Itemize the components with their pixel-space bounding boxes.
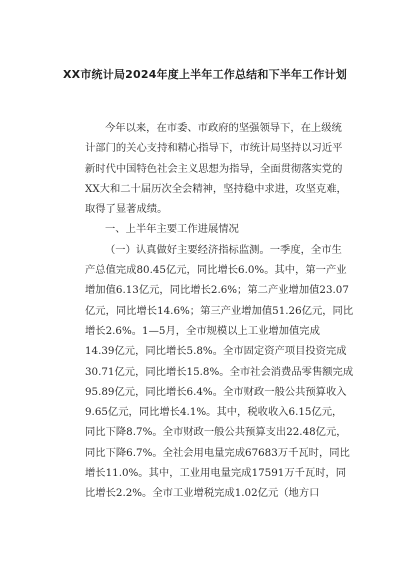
- paragraph-line: 取得了显著成绩。: [85, 203, 168, 216]
- section-heading: 一、上半年主要工作进展情况: [105, 223, 239, 236]
- paragraph-line: 计部门的关心支持和精心指导下，市统计局坚持以习近平: [85, 142, 343, 155]
- paragraph-line: 比增长2.2%。全市工业增税完成1.02亿元（地方口: [85, 487, 320, 500]
- document-title: XX市统计局2024年度上半年工作总结和下半年工作计划: [63, 68, 347, 81]
- paragraph-line: 增加值6.13亿元，同比增长2.6%；第二产业增加值23.07: [85, 284, 349, 297]
- paragraph-line: 新时代中国特色社会主义思想为指导，全面贯彻落实党的: [85, 162, 343, 175]
- paragraph-line: 产总值完成80.45亿元，同比增长6.0%。其中，第一产业: [85, 264, 347, 277]
- paragraph-line: 增长11.0%。其中，工业用电量完成17591万千瓦时，同: [85, 467, 347, 480]
- paragraph-line: XX大和二十届历次全会精神，坚持稳中求进，攻坚克难，: [85, 182, 347, 195]
- paragraph-line: 95.89亿元，同比增长6.4%。全市财政一般公共预算收入: [85, 385, 347, 398]
- paragraph-line: 9.65亿元，同比增长4.1%。其中，税收收入6.15亿元，: [85, 406, 343, 419]
- paragraph-line: 亿元，同比增长14.6%；第三产业增加值51.26亿元，同比: [85, 304, 354, 317]
- paragraph-line: 同比下降6.7%。全社会用电量完成67683万千瓦时，同比: [85, 446, 350, 459]
- paragraph-line: 30.71亿元，同比增长15.8%。全市社会消费品零售额完成: [85, 365, 354, 378]
- paragraph-line: 今年以来，在市委、市政府的坚强领导下，在上级统: [105, 122, 342, 134]
- paragraph-line: 增长2.6%。1—5月，全市规模以上工业增加值完成: [85, 324, 320, 337]
- paragraph-line: 同比下降8.7%。全市财政一般公共预算支出22.48亿元，: [85, 426, 347, 439]
- paragraph-line: （一）认真做好主要经济指标监测。一季度，全市生: [105, 243, 342, 256]
- document-body: [85, 118, 354, 504]
- paragraph-line: 14.39亿元，同比增长5.8%。全市固定资产项目投资完成: [85, 345, 347, 358]
